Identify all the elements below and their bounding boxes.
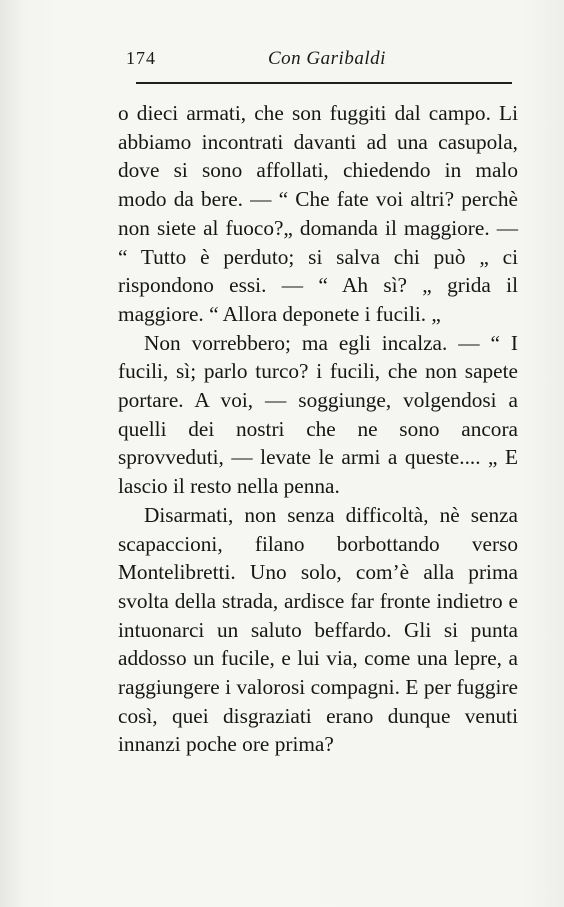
page-header: [118, 48, 518, 78]
header-rule: [136, 82, 512, 84]
paragraph-continuation: o dieci armati, che son fuggiti dal campo. Li abbiamo incontrati davanti ad una casupola, dove si sono affollati, chiedendo in malo modo da bere. — “ Che fate voi altri? perchè non siete al fuoco?„ domanda il maggiore. — “ Tutto è perduto; si salva chi può „ ci rispondono essi. — “ Ah sì? „ grida il maggiore. “ Allora deponete i fucili. „: [118, 101, 518, 326]
paragraph: Non vorrebbero; ma egli incalza. — “ I fucili, sì; parlo turco? i fucili, che non sapete portare. A voi, — soggiunge, volgendosi a quelli dei nostri che ne sono ancora sprovveduti, — levate le armi a queste.... „ E lascio il resto nella penna.: [118, 330, 518, 499]
running-title: Con Garibaldi: [268, 48, 386, 69]
paragraph: Disarmati, non senza difficoltà, nè senza scapaccioni, filano borbottando verso Montelibretti. Uno solo, com’è alla prima svolta della strada, ardisce far fronte indietro e intuonarci un saluto beffardo. Gli si punta addosso un fucile, e lui via, come una lepre, a raggiungere i valorosi compagni. E per fuggire così, quei disgraziati erano dunque venuti innanzi poche ore prima?: [118, 502, 518, 757]
page-number: 174: [126, 48, 156, 68]
body-text: [118, 99, 518, 759]
